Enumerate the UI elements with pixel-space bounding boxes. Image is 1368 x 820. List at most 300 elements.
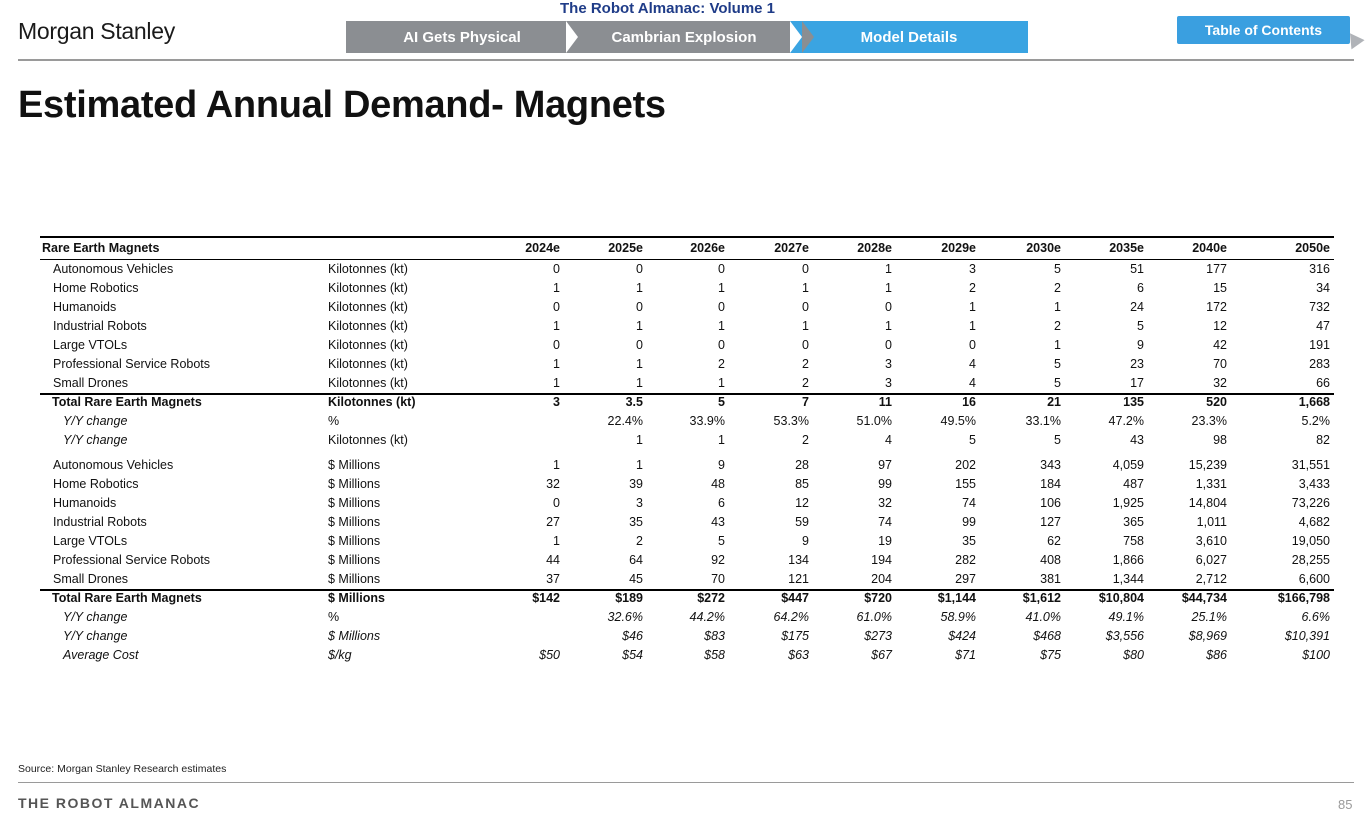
value-cell: 758 [1123,534,1144,548]
value-cell: 6,600 [1298,572,1330,586]
value-cell: $1,144 [937,591,976,605]
row-label: Autonomous Vehicles [53,262,174,276]
value-cell: 23 [1130,357,1144,371]
value-cell: 58.9% [940,610,976,624]
value-cell: 1,011 [1196,515,1227,529]
value-cell: 283 [1309,357,1330,371]
value-cell: 35 [962,534,976,548]
value-cell: 106 [1040,496,1061,510]
value-cell: $142 [532,591,560,605]
value-cell: 2 [802,357,809,371]
chevron-notch [790,21,802,53]
value-cell: 0 [553,300,560,314]
row-unit: $ Millions [328,572,381,586]
value-cell: $189 [615,591,643,605]
value-cell: 47.2% [1108,414,1144,428]
value-cell: 85 [795,477,809,491]
chevron-right-icon [578,21,590,53]
nav-step-label: AI Gets Physical [403,28,521,46]
value-cell: $8,969 [1188,629,1227,643]
table-row [40,570,1334,589]
value-cell: 4 [969,357,976,371]
value-cell: 12 [795,496,809,510]
value-cell: 74 [878,515,892,529]
row-unit: $ Millions [328,591,385,605]
value-cell: 70 [711,572,725,586]
value-cell: 44 [546,553,560,567]
value-cell: 53.3% [773,414,809,428]
value-cell: 33.9% [689,414,725,428]
value-cell: 0 [553,338,560,352]
table-row [40,279,1334,298]
row-label: Y/Y change [63,629,128,643]
value-cell: 1 [636,357,643,371]
value-cell: 32.6% [607,610,643,624]
value-cell: 33.1% [1025,414,1061,428]
value-cell: 73,226 [1291,496,1330,510]
row-label: Average Cost [63,648,139,662]
value-cell: 0 [636,300,643,314]
row-unit: Kilotonnes (kt) [328,357,408,371]
company-logo: Morgan Stanley [18,18,175,44]
value-cell: 32 [546,477,560,491]
value-cell: 6 [718,496,725,510]
value-cell: $468 [1033,629,1061,643]
row-label: Total Rare Earth Magnets [52,395,202,409]
value-cell: $46 [622,629,643,643]
value-cell: $71 [955,648,976,662]
table-row [40,298,1334,317]
value-cell: 2 [718,357,725,371]
value-cell: $1,612 [1022,591,1061,605]
table-rule [40,236,1334,238]
value-cell: 1 [802,319,809,333]
value-cell: 70 [1213,357,1227,371]
value-cell: 121 [788,572,809,586]
value-cell: 1 [718,376,725,390]
value-cell: $67 [871,648,892,662]
table-row [40,475,1334,494]
value-cell: 3 [969,262,976,276]
value-cell: 5 [718,534,725,548]
value-cell: 2 [636,534,643,548]
page-number: 85 [1338,797,1353,812]
almanac-title: The Robot Almanac: Volume 1 [560,0,776,17]
toc-label: Table of Contents [1204,22,1323,38]
value-cell: 0 [885,300,892,314]
nav-step-label: Model Details [860,28,958,46]
value-cell: 48 [711,477,725,491]
chevron-notch [566,21,578,53]
value-cell: 1 [636,458,643,472]
value-cell: 43 [711,515,725,529]
value-cell: 172 [1206,300,1227,314]
nav-step-ai-gets-physical[interactable] [346,21,578,53]
value-cell: 6,027 [1195,553,1227,567]
value-cell: 9 [802,534,809,548]
value-cell: 3,610 [1195,534,1227,548]
value-cell: 0 [802,300,809,314]
value-cell: 74 [962,496,976,510]
value-cell: 1,668 [1298,395,1330,409]
value-cell: 92 [711,553,725,567]
value-cell: 28 [795,458,809,472]
value-cell: 2 [1054,281,1061,295]
value-cell: 316 [1309,262,1330,276]
value-cell: 32 [1213,376,1227,390]
value-cell: $58 [704,648,725,662]
total-row [40,393,1334,412]
value-cell: 1 [553,534,560,548]
value-cell: 1 [636,433,643,447]
value-cell: 4,682 [1298,515,1330,529]
row-unit: $ Millions [328,534,381,548]
value-cell: 19,050 [1291,534,1330,548]
value-cell: 14,804 [1188,496,1227,510]
nav-step-cambrian-explosion[interactable] [566,21,802,53]
value-cell: 1 [636,281,643,295]
value-cell: 1 [802,281,809,295]
row-label: Total Rare Earth Magnets [52,591,202,605]
value-cell: 0 [553,262,560,276]
value-cell: $50 [539,648,560,662]
value-cell: $83 [704,629,725,643]
value-cell: 1 [553,357,560,371]
page-title: Estimated Annual Demand- Magnets [18,84,666,126]
row-label: Large VTOLs [53,338,128,352]
value-cell: 19 [878,534,892,548]
value-cell: 23.3% [1191,414,1227,428]
row-label: Humanoids [53,496,117,510]
value-cell: 22.4% [607,414,643,428]
value-cell: $447 [781,591,809,605]
value-cell: 177 [1206,262,1227,276]
value-cell: $166,798 [1277,591,1330,605]
year-header: 2029e [941,241,976,255]
value-cell: 21 [1047,395,1061,409]
value-cell: 28,255 [1291,553,1330,567]
value-cell: 5.2% [1301,414,1330,428]
table-header-row [40,239,1334,258]
value-cell: 5 [1054,357,1061,371]
value-cell: 3,433 [1298,477,1330,491]
value-cell: $44,734 [1181,591,1227,605]
value-cell: $3,556 [1105,629,1144,643]
footer-title: THE ROBOT ALMANAC [18,795,201,811]
year-header: 2028e [857,241,892,255]
value-cell: 59 [795,515,809,529]
value-cell: 282 [955,553,976,567]
table-row [40,374,1334,393]
value-cell: 0 [553,496,560,510]
table-row [40,260,1334,279]
value-cell: 49.5% [940,414,976,428]
value-cell: $720 [864,591,892,605]
value-cell: 732 [1309,300,1330,314]
value-cell: 3 [636,496,643,510]
value-cell: 1,344 [1112,572,1144,586]
value-cell: 1 [885,319,892,333]
value-cell: 1,331 [1195,477,1227,491]
value-cell: 365 [1123,515,1144,529]
value-cell: 155 [955,477,976,491]
value-cell: 66 [1316,376,1330,390]
value-cell: 5 [1054,262,1061,276]
value-cell: 6.6% [1301,610,1330,624]
year-header: 2030e [1026,241,1061,255]
value-cell: $100 [1302,648,1330,662]
value-cell: 24 [1130,300,1144,314]
yoy-pct-row [40,608,1334,627]
value-cell: 5 [1054,376,1061,390]
row-unit: Kilotonnes (kt) [328,281,408,295]
nav-step-label: Cambrian Explosion [611,28,757,46]
year-header: 2040e [1192,241,1227,255]
nav-step-model-details[interactable] [790,21,1028,53]
value-cell: 202 [955,458,976,472]
value-cell: 1 [718,319,725,333]
value-cell: 381 [1040,572,1061,586]
value-cell: 64.2% [773,610,809,624]
value-cell: 2 [802,433,809,447]
table-row [40,317,1334,336]
table-row [40,551,1334,570]
value-cell: 99 [962,515,976,529]
value-cell: 27 [546,515,560,529]
year-header: 2026e [690,241,725,255]
value-cell: $54 [622,648,643,662]
value-cell: 3 [553,395,560,409]
value-cell: 1 [553,319,560,333]
row-label: Y/Y change [63,414,128,428]
value-cell: 408 [1040,553,1061,567]
value-cell: 7 [802,395,809,409]
value-cell: $63 [788,648,809,662]
total-row [40,589,1334,608]
value-cell: 2,712 [1195,572,1227,586]
table-row [40,513,1334,532]
row-unit: $ Millions [328,458,381,472]
value-cell: 204 [871,572,892,586]
value-cell: $80 [1123,648,1144,662]
year-header: 2035e [1109,241,1144,255]
value-cell: 44.2% [689,610,725,624]
value-cell: 99 [878,477,892,491]
value-cell: 0 [802,338,809,352]
avg-cost-row [40,646,1334,665]
value-cell: 487 [1123,477,1144,491]
value-cell: 297 [955,572,976,586]
table-of-contents-button[interactable] [1177,16,1350,44]
value-cell: 15 [1213,281,1227,295]
value-cell: 39 [629,477,643,491]
value-cell: 4 [969,376,976,390]
value-cell: 134 [788,553,809,567]
value-cell: 184 [1040,477,1061,491]
value-cell: 15,239 [1188,458,1227,472]
value-cell: 1 [969,319,976,333]
value-cell: 1 [718,433,725,447]
value-cell: 45 [629,572,643,586]
value-cell: 0 [969,338,976,352]
row-unit: $ Millions [328,553,381,567]
value-cell: 62 [1047,534,1061,548]
row-label: Professional Service Robots [53,553,211,567]
row-label: Large VTOLs [53,534,128,548]
footer-divider [18,782,1354,783]
table-row [40,355,1334,374]
row-unit: Kilotonnes (kt) [328,338,408,352]
value-cell: 51 [1130,262,1144,276]
row-unit: Kilotonnes (kt) [328,262,408,276]
value-cell: 1 [1054,338,1061,352]
value-cell: 25.1% [1191,610,1227,624]
value-cell: 32 [878,496,892,510]
value-cell: 51.0% [856,414,892,428]
row-label: Industrial Robots [53,319,147,333]
row-label: Home Robotics [53,281,139,295]
value-cell: 1 [885,262,892,276]
row-unit: $ Millions [328,515,381,529]
value-cell: 82 [1316,433,1330,447]
value-cell: 41.0% [1025,610,1061,624]
value-cell: 97 [878,458,892,472]
value-cell: 1,925 [1112,496,1144,510]
value-cell: 64 [629,553,643,567]
chevron-right-icon [802,21,814,53]
value-cell: 9 [1137,338,1144,352]
row-unit: Kilotonnes (kt) [328,376,408,390]
value-cell: 2 [969,281,976,295]
source-note: Source: Morgan Stanley Research estimates [18,763,227,775]
value-cell: $10,391 [1284,629,1330,643]
value-cell: 4,059 [1112,458,1144,472]
value-cell: $86 [1206,648,1227,662]
value-cell: 1 [553,281,560,295]
value-cell: 0 [718,262,725,276]
table-row [40,456,1334,475]
row-unit: Kilotonnes (kt) [328,319,408,333]
row-unit: % [328,610,340,624]
value-cell: 520 [1206,395,1227,409]
value-cell: 3.5 [625,395,643,409]
value-cell: $273 [864,629,892,643]
row-label: Autonomous Vehicles [53,458,174,472]
value-cell: 194 [871,553,892,567]
value-cell: 3 [885,376,892,390]
value-cell: 49.1% [1108,610,1144,624]
year-header: 2025e [608,241,643,255]
value-cell: 1 [553,458,560,472]
row-unit: $ Millions [328,629,381,643]
row-unit: % [328,414,340,428]
value-cell: 43 [1130,433,1144,447]
row-label: Home Robotics [53,477,139,491]
value-cell: $175 [781,629,809,643]
value-cell: 2 [1054,319,1061,333]
value-cell: 98 [1213,433,1227,447]
value-cell: 135 [1123,395,1144,409]
value-cell: 0 [718,338,725,352]
value-cell: 127 [1040,515,1061,529]
value-cell: 9 [718,458,725,472]
value-cell: 47 [1316,319,1330,333]
value-cell: 5 [1137,319,1144,333]
section-label: Rare Earth Magnets [42,241,160,255]
value-cell: 0 [636,262,643,276]
value-cell: 343 [1040,458,1061,472]
row-unit: Kilotonnes (kt) [328,433,408,447]
value-cell: 37 [546,572,560,586]
value-cell: 191 [1309,338,1330,352]
value-cell: 0 [636,338,643,352]
yoy-abs-row [40,627,1334,646]
value-cell: $272 [697,591,725,605]
value-cell: 1 [636,376,643,390]
value-cell: 4 [885,433,892,447]
value-cell: 61.0% [856,610,892,624]
row-unit: $ Millions [328,477,381,491]
value-cell: 6 [1137,281,1144,295]
value-cell: 31,551 [1291,458,1330,472]
row-label: Humanoids [53,300,117,314]
row-label: Small Drones [53,572,129,586]
value-cell: 3 [885,357,892,371]
value-cell: 2 [802,376,809,390]
value-cell: 35 [629,515,643,529]
yoy-pct-row [40,412,1334,431]
value-cell: 5 [969,433,976,447]
row-unit: $/kg [328,648,352,662]
value-cell: 34 [1316,281,1330,295]
year-header: 2024e [525,241,560,255]
table-row [40,494,1334,513]
row-label: Y/Y change [63,433,128,447]
value-cell: 5 [1054,433,1061,447]
value-cell: 17 [1130,376,1144,390]
value-cell: 1 [1054,300,1061,314]
value-cell: 0 [802,262,809,276]
year-header: 2027e [774,241,809,255]
table-row [40,336,1334,355]
value-cell: 11 [878,395,892,409]
value-cell: 1 [553,376,560,390]
yoy-abs-row [40,431,1334,450]
value-cell: $10,804 [1098,591,1144,605]
table-row [40,532,1334,551]
value-cell: 0 [718,300,725,314]
value-cell: 1 [718,281,725,295]
value-cell: $424 [948,629,976,643]
value-cell: 5 [718,395,725,409]
value-cell: 0 [885,338,892,352]
value-cell: 12 [1213,319,1227,333]
value-cell: 1 [969,300,976,314]
row-label: Y/Y change [63,610,128,624]
value-cell: $75 [1040,648,1061,662]
row-label: Industrial Robots [53,515,147,529]
value-cell: 1,866 [1112,553,1144,567]
header-divider [18,59,1354,61]
year-header: 2050e [1295,241,1330,255]
value-cell: 1 [636,319,643,333]
row-label: Small Drones [53,376,129,390]
row-label: Professional Service Robots [53,357,211,371]
value-cell: 16 [962,395,976,409]
row-unit: Kilotonnes (kt) [328,300,408,314]
value-cell: 1 [885,281,892,295]
value-cell: 42 [1213,338,1227,352]
